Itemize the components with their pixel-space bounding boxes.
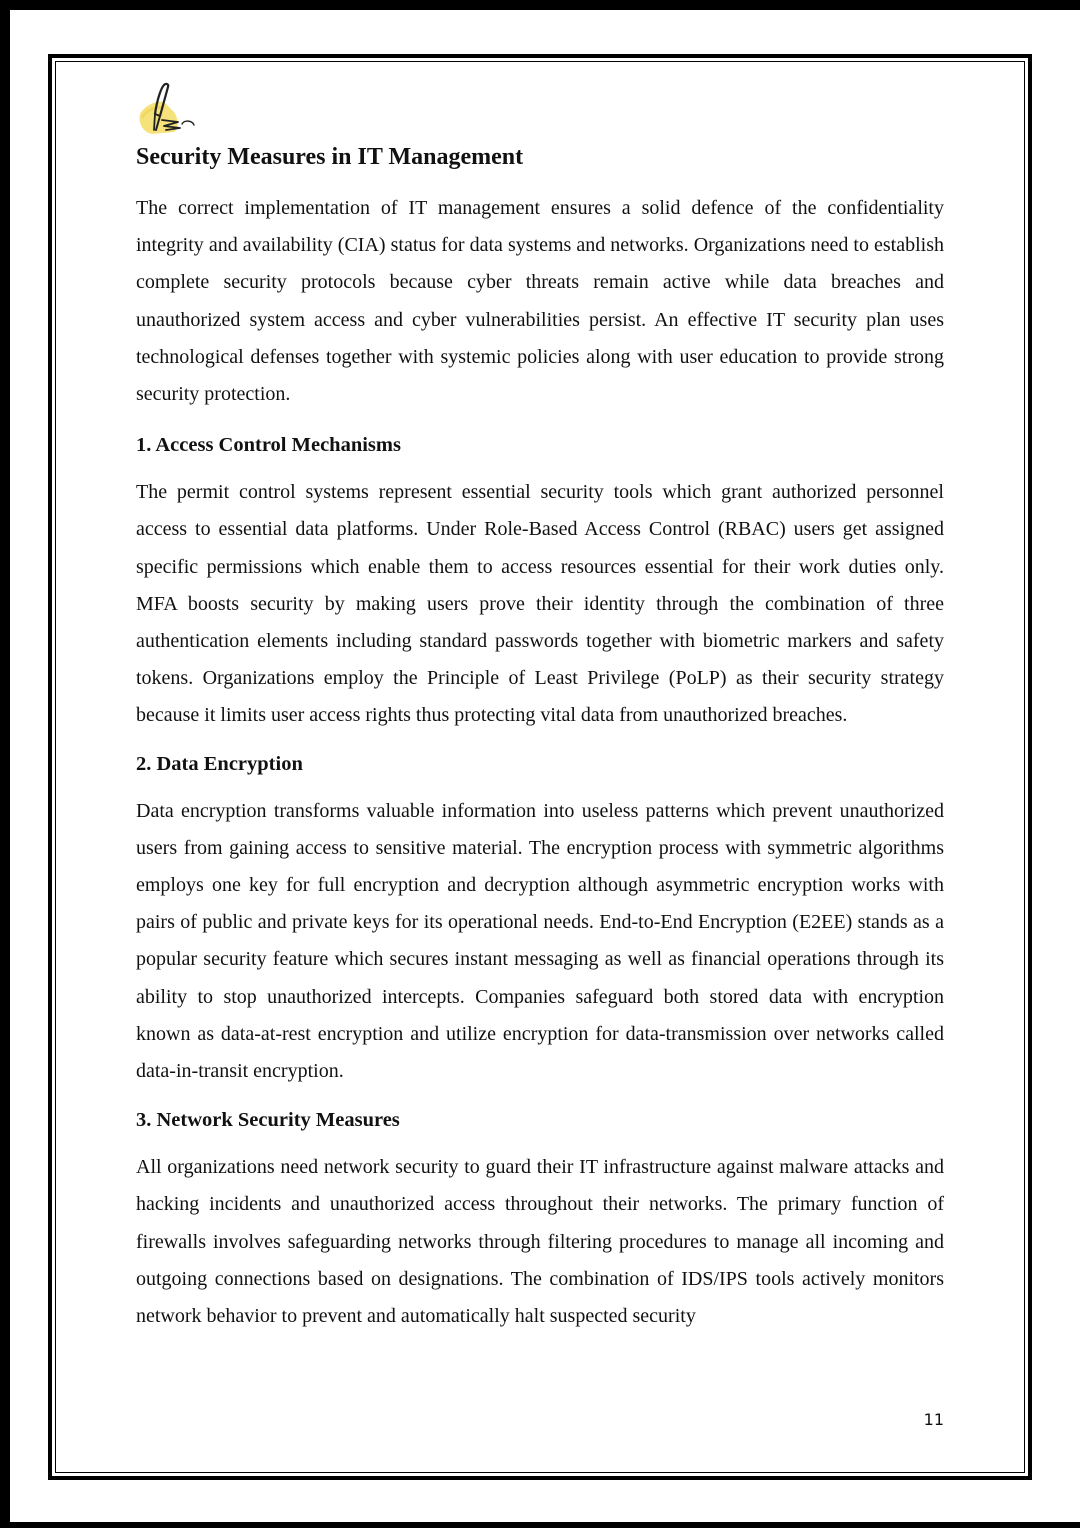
section-heading-network-security: 3. Network Security Measures xyxy=(136,1109,400,1132)
section-body-access-control: The permit control systems represent essential security tools which grant authorized personnel access to essential data platforms. Under Role-Based Access Control (RBAC) users get assigned specific permissions which enable them to access resources essential for their work duties only. MFA boosts security by making users prove their identity through the combination of three authentication elements including standard passwords together with biometric markers and safety tokens. Organizations employ the Principle of Least Privilege (PoLP) as their security strategy because it limits user access rights thus protecting vital data from unauthorized breaches. xyxy=(136,481,944,727)
section-body-data-encryption: Data encryption transforms valuable information into useless patterns which prevent unauthorized users from gaining access to sensitive material. The encryption process with symmetric algorithms employs one key for full encryption and decryption although asymmetric encryption works with pairs of public and private keys for its operational needs. End-to-End Encryption (E2EE) stands as a popular security feature which secures instant messaging as well as financial operations through its ability to stop unauthorized intercepts. Companies safeguard both stored data with encryption known as data-at-rest encryption and utilize encryption for data-transmission over networks called data-in-transit encryption. xyxy=(136,799,944,1083)
page-number: 11 xyxy=(923,1410,944,1429)
top-edge-bar xyxy=(0,0,1080,10)
document-body xyxy=(136,140,944,1335)
pen-icon xyxy=(134,80,200,140)
page-title: Security Measures in IT Management xyxy=(136,144,524,170)
section-body-network-security: All organizations need network security to guard their IT infrastructure against malware attacks and hacking incidents and unauthorized access throughout their networks. The primary function of firewalls involves safeguarding networks through filtering procedures to manage all incoming and outgoing connections based on designations. The combination of IDS/IPS tools actively monitors network behavior to prevent and automatically halt suspected security xyxy=(136,1156,944,1328)
left-edge-bar xyxy=(0,0,10,1528)
bottom-edge-bar xyxy=(0,1522,1080,1528)
section-heading-data-encryption: 2. Data Encryption xyxy=(136,752,303,775)
intro-paragraph: The correct implementation of IT management ensures a solid defence of the confidentiality integrity and availability (CIA) status for data systems and networks. Organizations need to establish complete security protocols because cyber threats remain active while data breaches and unauthorized system access and cyber vulnerabilities persist. An effective IT security plan uses technological defenses together with systemic policies along with user education to provide strong security protection. xyxy=(136,197,944,406)
section-heading-access-control: 1. Access Control Mechanisms xyxy=(136,434,401,457)
